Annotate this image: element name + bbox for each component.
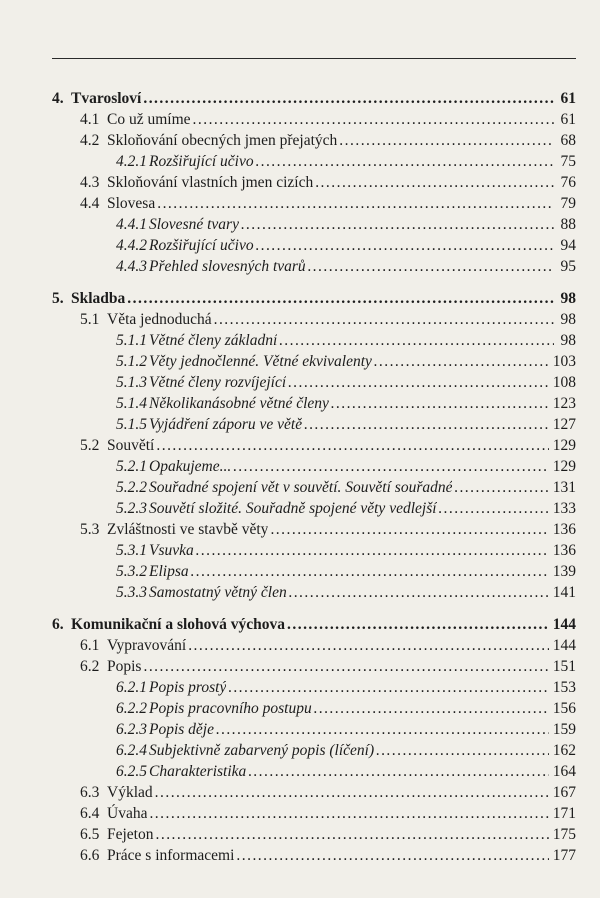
toc-entry-page: 171 — [552, 805, 576, 822]
dot-leader — [256, 236, 554, 256]
toc-subsection — [116, 257, 576, 277]
toc-entry-page: 108 — [552, 374, 576, 391]
toc-chapter — [52, 289, 576, 309]
toc-entry-page: 133 — [552, 500, 576, 517]
toc-subsection — [116, 331, 576, 351]
dot-leader — [156, 436, 548, 456]
toc-entry-title: Charakteristika — [149, 763, 247, 780]
toc-entry-number: 6.2.5 — [116, 763, 147, 780]
toc-entry-number: 6.3 — [80, 784, 100, 801]
toc-entry-title: Úvaha — [107, 805, 148, 822]
toc-entry-page: 76 — [560, 174, 576, 191]
toc-entry-page: 151 — [552, 658, 576, 675]
toc-subsection — [116, 583, 576, 603]
toc-entry-number: 5.3.1 — [116, 542, 147, 559]
toc-chapter — [52, 89, 576, 109]
toc-subsection — [116, 699, 576, 719]
toc-entry-title: Souvětí — [107, 437, 155, 454]
dot-leader — [270, 520, 548, 540]
toc-entry-number: 4.4.2 — [116, 237, 147, 254]
dot-leader — [143, 89, 554, 109]
toc-entry-title: Tvarosloví — [71, 90, 142, 107]
toc-entry-page: 94 — [560, 237, 576, 254]
toc-entry-number: 5.1.4 — [116, 395, 147, 412]
dot-leader — [214, 310, 554, 330]
toc-entry-number: 4.4 — [80, 195, 100, 212]
dot-leader — [287, 615, 549, 635]
toc-entry-number: 5.1 — [80, 311, 100, 328]
toc-entry-page: 159 — [552, 721, 576, 738]
toc-entry-title: Komunikační a slohová výchova — [71, 616, 286, 633]
header-rule — [52, 58, 576, 59]
toc-entry-page: 131 — [552, 479, 576, 496]
toc-entry-title: Větné členy rozvíjející — [149, 374, 287, 391]
toc-entry-title: Slovesné tvary — [149, 216, 239, 233]
toc-entry-title: Skladba — [71, 290, 126, 307]
dot-leader — [188, 636, 549, 656]
toc-entry-title: Fejeton — [107, 826, 154, 843]
dot-leader — [193, 110, 554, 130]
toc-entry-page: 88 — [560, 216, 576, 233]
toc-entry-title: Skloňování obecných jmen přejatých — [107, 132, 338, 149]
dot-leader — [315, 173, 554, 193]
toc-section — [80, 804, 576, 824]
toc-entry-title: Rozšiřující učivo — [149, 237, 254, 254]
toc-subsection — [116, 457, 576, 477]
toc-subsection — [116, 415, 576, 435]
toc-entry-number: 5. — [52, 290, 64, 307]
toc-entry-page: 98 — [560, 332, 576, 349]
toc-entry-number: 4.4.1 — [116, 216, 147, 233]
toc-entry-number: 5.1.1 — [116, 332, 147, 349]
toc-entry-page: 153 — [552, 679, 576, 696]
toc-entry-number: 6.4 — [80, 805, 100, 822]
toc-entry-number: 5.3.2 — [116, 563, 147, 580]
dot-leader — [149, 804, 548, 824]
toc-entry-title: Větné členy základní — [149, 332, 278, 349]
toc-subsection — [116, 562, 576, 582]
toc-section — [80, 173, 576, 193]
toc-subsection — [116, 152, 576, 172]
toc-entry-page: 79 — [560, 195, 576, 212]
toc-entry-page: 68 — [560, 132, 576, 149]
toc-section — [80, 520, 576, 540]
toc-section — [80, 846, 576, 866]
toc-entry-number: 5.2.1 — [116, 458, 147, 475]
toc-entry-title: Slovesa — [107, 195, 156, 212]
toc-section — [80, 194, 576, 214]
toc-entry-page: 98 — [560, 290, 576, 307]
toc-entry-title: Elipsa — [149, 563, 189, 580]
toc-entry-page: 103 — [552, 353, 576, 370]
toc-entry-page: 144 — [552, 616, 576, 633]
toc-entry-number: 4.4.3 — [116, 258, 147, 275]
toc-entry-number: 6.2 — [80, 658, 100, 675]
toc-entry-title: Popis — [107, 658, 142, 675]
toc-section — [80, 825, 576, 845]
toc-entry-title: Souvětí složité. Souřadně spojené věty vedlejší — [149, 500, 437, 517]
toc-entry-number: 4. — [52, 90, 64, 107]
dot-leader — [196, 541, 549, 561]
toc-entry-page: 164 — [552, 763, 576, 780]
toc-entry-title: Vypravování — [107, 637, 187, 654]
toc-subsection — [116, 762, 576, 782]
toc-entry-title: Zvláštnosti ve stavbě věty — [107, 521, 269, 538]
toc-entry-title: Vyjádření záporu ve větě — [149, 416, 303, 433]
dot-leader — [248, 762, 548, 782]
toc-entry-number: 6.6 — [80, 847, 100, 864]
toc-entry-page: 61 — [560, 111, 576, 128]
toc-subsection — [116, 499, 576, 519]
toc-entry-title: Opakujeme... — [149, 458, 232, 475]
dot-leader — [376, 741, 549, 761]
toc-entry-title: Rozšiřující učivo — [149, 153, 254, 170]
toc-subsection — [116, 541, 576, 561]
toc-subsection — [116, 741, 576, 761]
toc-subsection — [116, 215, 576, 235]
toc-entry-page: 156 — [552, 700, 576, 717]
dot-leader — [155, 783, 549, 803]
dot-leader — [279, 331, 554, 351]
dot-leader — [439, 499, 549, 519]
toc-entry-title: Věty jednočlenné. Větné ekvivalenty — [149, 353, 372, 370]
toc-entry-title: Popis pracovního postupu — [149, 700, 312, 717]
toc-entry-page: 167 — [552, 784, 576, 801]
toc-entry-title: Popis prostý — [149, 679, 227, 696]
dot-leader — [228, 678, 548, 698]
dot-leader — [331, 394, 549, 414]
toc-entry-number: 5.2.3 — [116, 500, 147, 517]
dot-leader — [191, 562, 549, 582]
toc-entry-number: 5.1.2 — [116, 353, 147, 370]
dot-leader — [241, 215, 554, 235]
toc-entry-number: 5.2.2 — [116, 479, 147, 496]
toc-entry-page: 61 — [560, 90, 576, 107]
toc-section — [80, 783, 576, 803]
toc-entry-number: 4.3 — [80, 174, 100, 191]
toc-entry-number: 6.2.2 — [116, 700, 147, 717]
toc-entry-title: Co už umíme — [107, 111, 191, 128]
toc-entry-page: 136 — [552, 542, 576, 559]
dot-leader — [127, 289, 554, 309]
toc-entry-page: 175 — [552, 826, 576, 843]
toc-entry-page: 95 — [560, 258, 576, 275]
toc-entry-title: Výklad — [107, 784, 153, 801]
toc-entry-number: 6.5 — [80, 826, 100, 843]
dot-leader — [308, 257, 554, 277]
toc-entry-page: 144 — [552, 637, 576, 654]
dot-leader — [143, 657, 548, 677]
dot-leader — [289, 583, 549, 603]
toc-section — [80, 310, 576, 330]
toc-subsection — [116, 236, 576, 256]
dot-leader — [216, 720, 549, 740]
dot-leader — [233, 457, 549, 477]
toc-entry-page: 177 — [552, 847, 576, 864]
toc-entry-number: 5.1.5 — [116, 416, 147, 433]
toc-entry-page: 139 — [552, 563, 576, 580]
toc-entry-title: Vsuvka — [149, 542, 194, 559]
toc-section — [80, 131, 576, 151]
toc-subsection — [116, 720, 576, 740]
dot-leader — [288, 373, 549, 393]
dot-leader — [236, 846, 548, 866]
toc-entry-title: Subjektivně zabarvený popis (líčení) — [149, 742, 375, 759]
toc-entry-title: Několikanásobné větné členy — [149, 395, 329, 412]
toc-entry-page: 75 — [560, 153, 576, 170]
toc-entry-number: 4.2 — [80, 132, 100, 149]
toc-entry-page: 141 — [552, 584, 576, 601]
toc-subsection — [116, 352, 576, 372]
toc-entry-title: Popis děje — [149, 721, 214, 738]
toc-entry-title: Souřadné spojení vět v souvětí. Souvětí souřadné — [149, 479, 453, 496]
toc-entry-number: 6.2.1 — [116, 679, 147, 696]
toc-entry-number: 5.3.3 — [116, 584, 147, 601]
toc-subsection — [116, 478, 576, 498]
toc-entry-page: 136 — [552, 521, 576, 538]
toc-section — [80, 436, 576, 456]
toc-entry-number: 6.2.3 — [116, 721, 147, 738]
dot-leader — [454, 478, 548, 498]
toc-entry-page: 129 — [552, 437, 576, 454]
toc-section — [80, 636, 576, 656]
toc-entry-number: 5.3 — [80, 521, 100, 538]
toc-entry-number: 6.1 — [80, 637, 100, 654]
toc-entry-number: 4.1 — [80, 111, 100, 128]
toc-entry-page: 129 — [552, 458, 576, 475]
toc-chapter — [52, 615, 576, 635]
dot-leader — [374, 352, 549, 372]
dot-leader — [157, 194, 554, 214]
toc-entry-page: 123 — [552, 395, 576, 412]
toc-entry-number: 5.2 — [80, 437, 100, 454]
dot-leader — [156, 825, 549, 845]
toc-subsection — [116, 394, 576, 414]
toc-section — [80, 110, 576, 130]
toc-entry-number: 4.2.1 — [116, 153, 147, 170]
toc-entry-title: Věta jednoduchá — [107, 311, 212, 328]
toc-section — [80, 657, 576, 677]
toc-entry-number: 5.1.3 — [116, 374, 147, 391]
dot-leader — [314, 699, 549, 719]
toc-entry-page: 98 — [560, 311, 576, 328]
toc-entry-title: Práce s informacemi — [107, 847, 235, 864]
toc-entry-number: 6.2.4 — [116, 742, 147, 759]
toc-subsection — [116, 678, 576, 698]
toc-entry-number: 6. — [52, 616, 64, 633]
toc-subsection — [116, 373, 576, 393]
toc-entry-title: Skloňování vlastních jmen cizích — [107, 174, 314, 191]
dot-leader — [256, 152, 554, 172]
toc-entry-title: Samostatný větný člen — [149, 584, 287, 601]
toc-entry-page: 127 — [552, 416, 576, 433]
toc-entry-title: Přehled slovesných tvarů — [149, 258, 306, 275]
dot-leader — [339, 131, 554, 151]
dot-leader — [304, 415, 549, 435]
toc-entry-page: 162 — [552, 742, 576, 759]
